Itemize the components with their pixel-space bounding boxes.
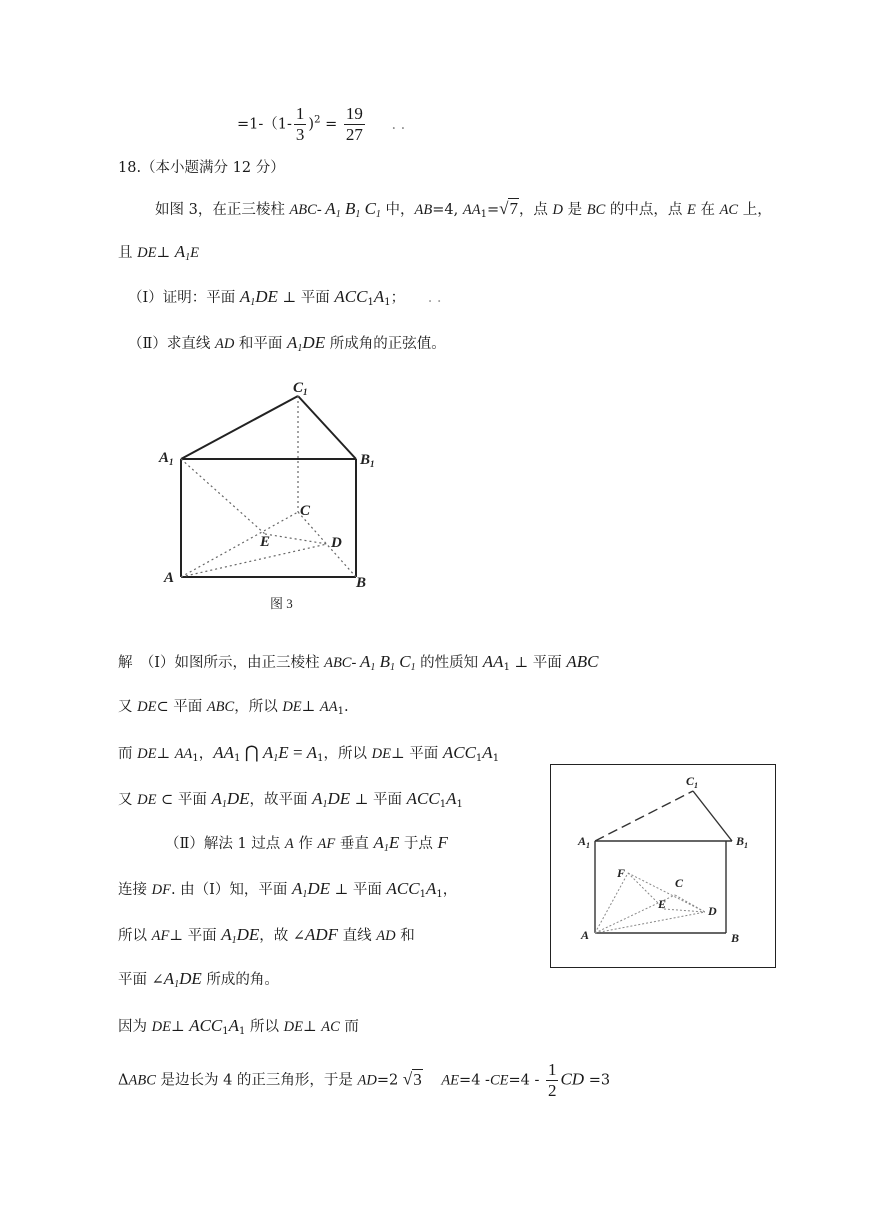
label-e: E: [658, 897, 667, 911]
hidden-e-d: [265, 534, 327, 544]
solution-line-10: ΔABC 是边长为 4 的正三角形，于是 AD=2 √3 AE=4 -CE=4 - $\frac{1}{2}$ CD =3: [118, 1060, 611, 1100]
label-a: A: [164, 570, 175, 586]
solution-line-2: 又 DE⊂ 平面 ABC，所以 DE⊥ $AA_1$.: [118, 699, 349, 717]
label-c1: $C_1$: [686, 774, 699, 790]
label-c1: $C_1$: [293, 380, 308, 397]
label-c: C: [300, 503, 311, 519]
label-c: C: [675, 876, 684, 890]
solution-hidden-edges: [595, 873, 705, 933]
solution-line-4: 又 DE ⊂ 平面 $A_1DE$，故平面 $A_1DE$ ⊥ 平面 $ACC_1A_1$: [118, 789, 463, 810]
part-2: （Ⅱ）求直线 AD 和平面 $A_1DE$ 所成角的正弦值。: [128, 333, 446, 354]
sqrt-3: √3: [402, 1069, 422, 1089]
hidden-c-b: [298, 512, 356, 577]
problem-statement-2: 且 DE⊥ $A_1E$: [118, 242, 199, 263]
solution-line-7: 所以 AF⊥ 平面 $A_1DE$，故 ∠ADF 直线 AD 和: [118, 925, 415, 946]
edge-a1-c1-dashed: [595, 791, 693, 841]
solution-figure-box: [550, 764, 776, 968]
edge-c1-b1: [298, 396, 356, 459]
part-1: （Ⅰ）证明：平面 $A_1DE$ ⊥ 平面 $ACC_1A_1$； . .: [128, 287, 442, 308]
label-d: D: [708, 904, 717, 918]
prism-figure-3: [150, 372, 390, 617]
label-b: B: [731, 931, 740, 945]
label-d: D: [331, 535, 342, 551]
solution-line-6: 连接 DF. 由（Ⅰ）知，平面 $A_1DE$ ⊥ 平面 $ACC_1A_1$，: [118, 879, 458, 900]
hidden-a-d: [181, 544, 327, 577]
hidden-a-f: [595, 873, 628, 933]
hidden-a1-e: [181, 459, 265, 534]
label-e: E: [260, 534, 271, 550]
label-a1: $A_1$: [578, 834, 591, 850]
prism-figure-with-f: [551, 765, 774, 966]
probability-result: =1-（1- $\frac{1}{3}$ )$^2$ = $\frac{19}{27}$ . .: [237, 104, 406, 144]
label-a: A: [581, 928, 590, 942]
figure-caption: 图 3: [270, 596, 293, 611]
label-b1: $B_1$: [360, 452, 375, 469]
solution-line-1: 解 （Ⅰ）如图所示，由正三棱柱 ABC- $A_1$ $B_1$ $C_1$ 的性质知 $AA_1$ ⊥ 平面 ABC: [118, 652, 599, 673]
label-b1: $B_1$: [736, 834, 749, 850]
hidden-a-c: [181, 512, 298, 577]
fraction-one-third: $\frac{1}{3}$: [295, 104, 305, 144]
hidden-c-d: [675, 895, 705, 912]
problem-heading: 18.（本小题满分 12 分）: [118, 160, 285, 176]
hidden-a-d: [595, 912, 705, 933]
sqrt-7: √7: [499, 199, 518, 218]
solution-line-5: （Ⅱ）解法 1 过点 A 作 AF 垂直 $A_1E$ 于点 F: [165, 833, 448, 854]
hidden-e-d: [664, 909, 705, 912]
edge-c1-b1: [693, 791, 732, 841]
edge-a1-c1: [181, 396, 298, 459]
solution-line-9: 因为 DE⊥ $ACC_1A_1$ 所以 DE⊥ AC 而: [118, 1016, 359, 1037]
problem-statement-1: 如图 3，在正三棱柱 ABC- $A_1$ $B_1$ $C_1$ 中，AB=4, $AA_1=√7$，点 D 是 BC 的中点，点 E 在 AC 上，: [155, 199, 772, 220]
label-b: B: [356, 575, 367, 591]
solution-line-8: 平面 $\angle A_1DE$ 所成的角。: [118, 969, 279, 990]
label-f: F: [617, 866, 626, 880]
solution-line-3: 而 DE⊥ $AA_1$，$AA_1$ ⋂ $A_1E = A_1$，所以 DE⊥ 平面 $ACC_1A_1$: [118, 743, 500, 764]
fraction-one-half: $\frac{1}{2}$: [547, 1060, 557, 1100]
label-a1: $A_1$: [159, 450, 174, 467]
fraction-19-27: $\frac{19}{27}$: [345, 104, 363, 144]
hidden-f-d: [628, 873, 705, 912]
